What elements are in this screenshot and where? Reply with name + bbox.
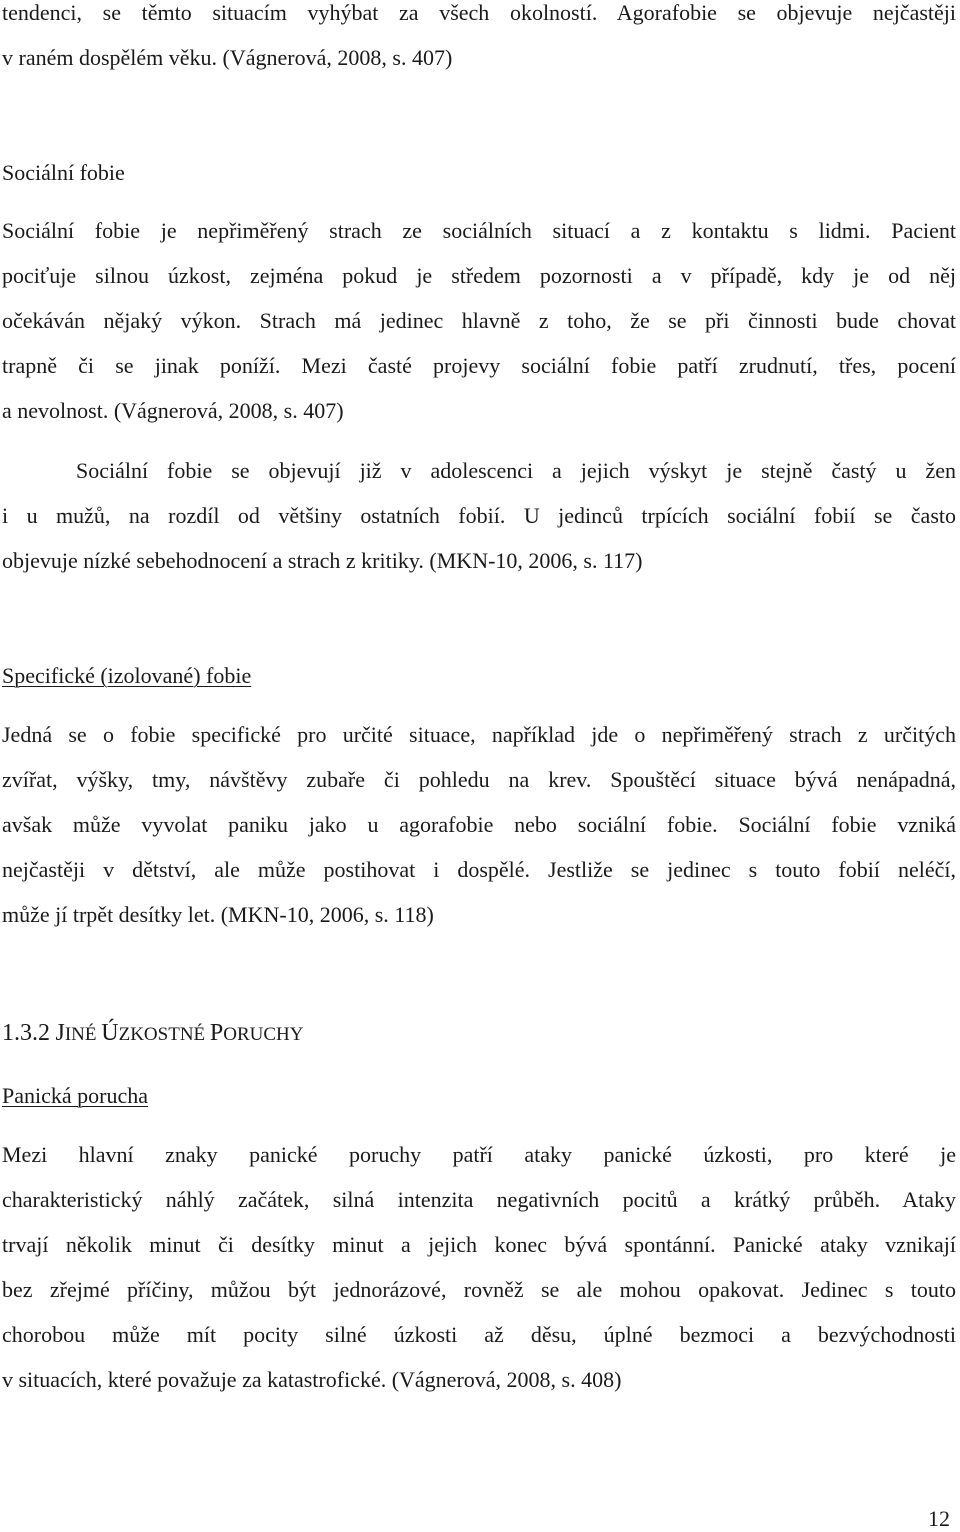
specific-phobia-paragraph bbox=[2, 712, 956, 937]
chapter-title-part: J bbox=[55, 1020, 65, 1046]
chapter-title-part: P bbox=[209, 1020, 224, 1046]
social-phobia-paragraph-2 bbox=[2, 448, 956, 583]
chapter-title-part: ZKOSTNÉ bbox=[118, 1024, 210, 1045]
text-line: zvířat, výšky, tmy, návštěvy zubaře či pohledu na krev. Spouštěcí situace bývá nenápadná, bbox=[2, 767, 956, 792]
section-heading-panic-disorder: Panická porucha bbox=[2, 1083, 148, 1108]
text-line: bez zřejmé příčiny, můžou být jednorázové, rovněž se ale mohou opakovat. Jedinec s touto bbox=[2, 1277, 956, 1302]
section-heading-social-phobia: Sociální fobie bbox=[2, 160, 125, 185]
text-line: a nevolnost. (Vágnerová, 2008, s. 407) bbox=[2, 398, 344, 423]
text-line: Mezi hlavní znaky panické poruchy patří ataky panické úzkosti, pro které je bbox=[2, 1142, 956, 1167]
chapter-number: 1.3.2 bbox=[2, 1020, 50, 1046]
text-line: i u mužů, na rozdíl od většiny ostatních fobií. U jedinců trpících sociální fobií se často bbox=[2, 503, 956, 528]
text-line: charakteristický náhlý začátek, silná intenzita negativních pocitů a krátký průběh. Ataky bbox=[2, 1187, 956, 1212]
page-number: 12 bbox=[928, 1506, 950, 1531]
text-line: trapně či se jinak poníží. Mezi časté projevy sociální fobie patří zrudnutí, třes, pocení bbox=[2, 353, 956, 378]
text-line: v situacích, které považuje za katastrofické. (Vágnerová, 2008, s. 408) bbox=[2, 1367, 622, 1392]
panic-disorder-paragraph bbox=[2, 1132, 956, 1402]
chapter-title-part: Ú bbox=[101, 1020, 119, 1046]
text-line: nejčastěji v dětství, ale může postihovat i dospělé. Jestliže se jedinec s touto fobií neléčí, bbox=[2, 857, 956, 882]
intro-paragraph bbox=[2, 0, 956, 80]
chapter-title-part: ORUCHY bbox=[223, 1024, 304, 1045]
chapter-heading bbox=[2, 1015, 304, 1053]
text-line: Sociální fobie se objevují již v adolescenci a jejich výskyt je stejně častý u žen bbox=[76, 458, 956, 483]
text-line: trvají několik minut či desítky minut a jejich konec bývá spontánní. Panické ataky vznikají bbox=[2, 1232, 956, 1257]
text-line: v raném dospělém věku. (Vágnerová, 2008, s. 407) bbox=[2, 45, 453, 70]
text-line: avšak může vyvolat paniku jako u agorafobie nebo sociální fobie. Sociální fobie vzniká bbox=[2, 812, 956, 837]
text-line: může jí trpět desítky let. (MKN-10, 2006, s. 118) bbox=[2, 902, 434, 927]
section-heading-specific-phobia: Specifické (izolované) fobie bbox=[2, 663, 252, 688]
text-line: pociťuje silnou úzkost, zejména pokud je středem pozornosti a v případě, kdy je od něj bbox=[2, 263, 956, 288]
chapter-title bbox=[56, 1020, 304, 1045]
text-line: chorobou může mít pocity silné úzkosti až děsu, úplné bezmoci a bezvýchodnosti bbox=[2, 1322, 956, 1347]
chapter-title-part: INÉ bbox=[64, 1024, 102, 1045]
text-line: objevuje nízké sebehodnocení a strach z kritiky. (MKN-10, 2006, s. 117) bbox=[2, 548, 643, 573]
text-line: Sociální fobie je nepřiměřený strach ze sociálních situací a z kontaktu s lidmi. Pacient bbox=[2, 218, 956, 243]
text-line: očekáván nějaký výkon. Strach má jedinec hlavně z toho, že se při činnosti bude chovat bbox=[2, 308, 956, 333]
social-phobia-paragraph-1 bbox=[2, 208, 956, 433]
text-line: Jedná se o fobie specifické pro určité situace, například jde o nepřiměřený strach z určitých bbox=[2, 722, 956, 747]
text-line: tendenci, se těmto situacím vyhýbat za všech okolností. Agorafobie se objevuje nejčastěji bbox=[2, 0, 956, 25]
